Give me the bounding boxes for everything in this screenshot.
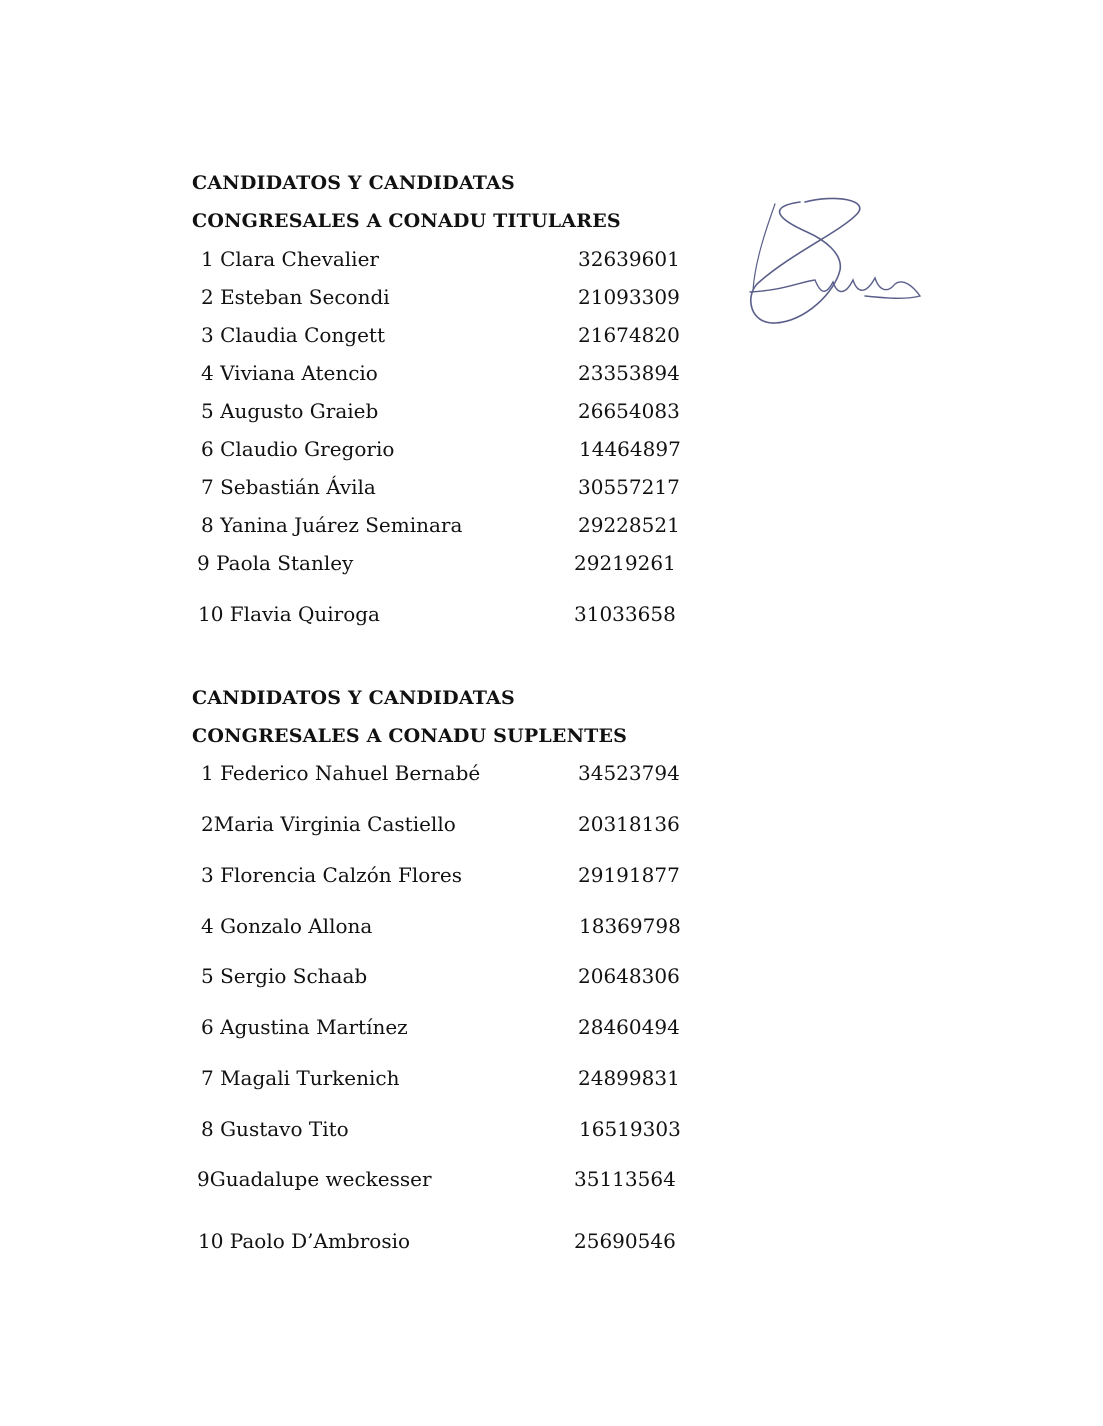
candidate-dni: 14464897	[579, 437, 681, 461]
list-item	[0, 964, 1103, 994]
candidate-dni: 20318136	[578, 812, 680, 836]
candidate-dni: 31033658	[574, 602, 676, 626]
list-item	[0, 1167, 1103, 1197]
suplentes-heading-line1: CANDIDATOS Y CANDIDATAS	[192, 687, 515, 709]
list-item	[0, 361, 1103, 391]
candidate-dni: 29219261	[574, 551, 676, 575]
candidate-name: 10 Flavia Quiroga	[198, 602, 380, 626]
candidate-dni: 34523794	[578, 761, 680, 785]
candidate-name: 6 Agustina Martínez	[201, 1015, 408, 1039]
list-item	[0, 812, 1103, 842]
candidate-name: 7 Magali Turkenich	[201, 1066, 400, 1090]
suplentes-heading-line2: CONGRESALES A CONADU SUPLENTES	[192, 725, 628, 747]
candidate-name: 2 Esteban Secondi	[201, 285, 390, 309]
list-item	[0, 513, 1103, 543]
candidate-name: 1 Clara Chevalier	[201, 247, 379, 271]
list-item	[0, 1015, 1103, 1045]
candidate-dni: 24899831	[578, 1066, 680, 1090]
list-item	[0, 761, 1103, 791]
titulares-heading-line1: CANDIDATOS Y CANDIDATAS	[192, 172, 515, 194]
titulares-heading-line2: CONGRESALES A CONADU TITULARES	[192, 210, 621, 232]
list-item	[0, 399, 1103, 429]
candidate-dni: 35113564	[574, 1167, 676, 1191]
candidate-dni: 26654083	[578, 399, 680, 423]
candidate-name: 4 Gonzalo Allona	[201, 914, 373, 938]
candidate-name: 3 Florencia Calzón Flores	[201, 863, 462, 887]
list-item	[0, 1229, 1103, 1259]
candidate-name: 1 Federico Nahuel Bernabé	[201, 761, 481, 785]
candidate-name: 8 Yanina Juárez Seminara	[201, 513, 463, 537]
list-item	[0, 602, 1103, 632]
candidate-dni: 29228521	[578, 513, 680, 537]
list-item	[0, 285, 1103, 315]
candidate-name: 9 Paola Stanley	[197, 551, 354, 575]
candidate-name: 8 Gustavo Tito	[201, 1117, 349, 1141]
list-item	[0, 1117, 1103, 1147]
candidate-dni: 20648306	[578, 964, 680, 988]
candidate-dni: 23353894	[578, 361, 680, 385]
list-item	[0, 247, 1103, 277]
candidate-dni: 32639601	[578, 247, 680, 271]
candidate-dni: 28460494	[578, 1015, 680, 1039]
candidate-dni: 16519303	[579, 1117, 681, 1141]
candidate-name: 2Maria Virginia Castiello	[201, 812, 456, 836]
candidate-dni: 30557217	[578, 475, 680, 499]
candidate-dni: 25690546	[574, 1229, 676, 1253]
list-item	[0, 437, 1103, 467]
candidate-name: 5 Augusto Graieb	[201, 399, 379, 423]
candidate-name: 6 Claudio Gregorio	[201, 437, 395, 461]
candidate-name: 9Guadalupe weckesser	[197, 1167, 432, 1191]
candidate-dni: 29191877	[578, 863, 680, 887]
list-item	[0, 475, 1103, 505]
list-item	[0, 323, 1103, 353]
candidate-dni: 21674820	[578, 323, 680, 347]
candidate-name: 5 Sergio Schaab	[201, 964, 368, 988]
candidate-dni: 21093309	[578, 285, 680, 309]
candidate-name: 4 Viviana Atencio	[201, 361, 378, 385]
list-item	[0, 551, 1103, 581]
list-item	[0, 863, 1103, 893]
candidate-name: 3 Claudia Congett	[201, 323, 386, 347]
list-item	[0, 1066, 1103, 1096]
candidate-name: 7 Sebastián Ávila	[201, 475, 376, 499]
list-item	[0, 914, 1103, 944]
candidate-dni: 18369798	[579, 914, 681, 938]
candidate-name: 10 Paolo D’Ambrosio	[198, 1229, 411, 1253]
